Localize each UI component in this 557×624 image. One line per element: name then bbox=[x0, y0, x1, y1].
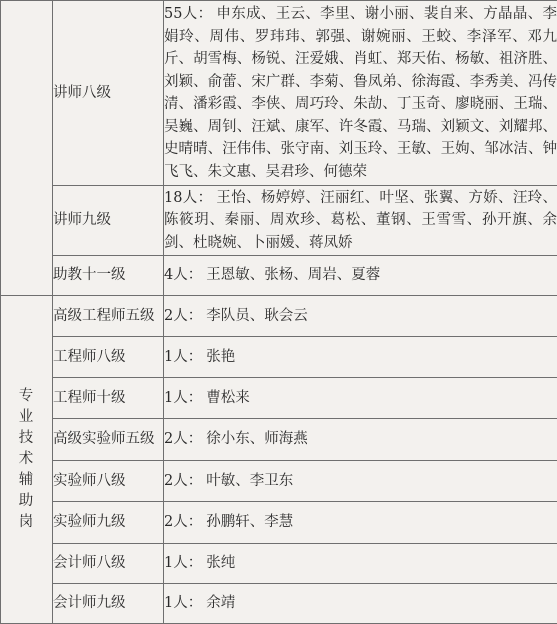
category-cell bbox=[1, 296, 53, 624]
position-cell: 实验师九级 bbox=[53, 502, 164, 544]
names-cell bbox=[164, 1, 557, 186]
name-list: 张纯 bbox=[206, 555, 235, 571]
table-row bbox=[1, 1, 557, 186]
headcount: 1人： bbox=[164, 390, 202, 406]
name-list: 余靖 bbox=[206, 595, 235, 611]
names-cell bbox=[164, 378, 557, 419]
name-list: 徐小东、师海燕 bbox=[206, 431, 308, 447]
headcount: 1人： bbox=[164, 555, 202, 571]
name-list: 王恩敏、张杨、周岩、夏蓉 bbox=[206, 267, 380, 283]
names-cell bbox=[164, 186, 557, 256]
headcount: 18人： bbox=[164, 190, 212, 206]
table-row bbox=[1, 296, 557, 337]
name-list: 申东成、王云、李里、谢小丽、裴自来、方晶晶、李娟玲、周伟、罗玮玮、郭强、谢婉丽、王蛟、李泽军、邓九斤、胡雪梅、杨锐、汪爱娥、肖虹、郑天佑、杨敏、祖济胜、刘颖、俞蕾、宋广群、李菊、鲁凤弟、徐海霞、李秀美、冯传清、潘彩霞、李侠、周巧玲、朱劼、丁玉奇、廖晓丽、王瑞、吴巍、周钊、汪斌、康军、许冬霞、马瑞、刘颖文、刘耀邦、史晴晴、汪伟伟、张守南、刘玉玲、王敏、王姁、邹冰洁、钟飞飞、朱文惠、吴君珍、何德荣 bbox=[164, 6, 557, 180]
table-row bbox=[1, 544, 557, 584]
headcount: 2人： bbox=[164, 473, 202, 489]
name-list: 曹松来 bbox=[206, 390, 250, 406]
name-list: 孙鹏轩、李慧 bbox=[206, 514, 293, 530]
names-cell bbox=[164, 584, 557, 624]
headcount: 2人： bbox=[164, 431, 202, 447]
position-cell: 讲师九级 bbox=[53, 186, 164, 256]
position-cell: 高级实验师五级 bbox=[53, 419, 164, 461]
position-cell: 讲师八级 bbox=[53, 1, 164, 186]
names-cell bbox=[164, 337, 557, 378]
name-list: 张艳 bbox=[206, 349, 235, 365]
names-cell bbox=[164, 502, 557, 544]
table-row bbox=[1, 256, 557, 296]
position-cell: 工程师十级 bbox=[53, 378, 164, 419]
headcount: 2人： bbox=[164, 308, 202, 324]
name-list: 王怡、杨婷婷、汪丽红、叶坚、张翼、方娇、汪玲、陈筱玥、秦丽、周欢珍、葛松、董钢、王雪雪、孙开旗、余剑、杜晓婉、卜丽媛、蒋凤娇 bbox=[164, 190, 557, 251]
headcount: 2人： bbox=[164, 514, 202, 530]
names-cell bbox=[164, 544, 557, 584]
position-cell: 助教十一级 bbox=[53, 256, 164, 296]
name-list: 叶敏、李卫东 bbox=[206, 473, 293, 489]
table-row bbox=[1, 337, 557, 378]
position-cell: 会计师八级 bbox=[53, 544, 164, 584]
headcount: 55人： bbox=[164, 6, 212, 22]
category-label: 专业技术辅助岗 bbox=[12, 386, 42, 533]
names-cell bbox=[164, 419, 557, 461]
position-cell: 会计师九级 bbox=[53, 584, 164, 624]
names-cell bbox=[164, 461, 557, 502]
category-cell-blank bbox=[1, 1, 53, 296]
table-row bbox=[1, 186, 557, 256]
position-cell: 高级工程师五级 bbox=[53, 296, 164, 337]
headcount: 1人： bbox=[164, 595, 202, 611]
headcount: 4人： bbox=[164, 267, 202, 283]
table-row bbox=[1, 584, 557, 624]
table-row bbox=[1, 378, 557, 419]
name-list: 李队员、耿会云 bbox=[206, 308, 308, 324]
names-cell bbox=[164, 256, 557, 296]
position-cell: 工程师八级 bbox=[53, 337, 164, 378]
names-cell bbox=[164, 296, 557, 337]
table-row bbox=[1, 461, 557, 502]
position-cell: 实验师八级 bbox=[53, 461, 164, 502]
headcount: 1人： bbox=[164, 349, 202, 365]
table-row bbox=[1, 419, 557, 461]
table-row bbox=[1, 502, 557, 544]
